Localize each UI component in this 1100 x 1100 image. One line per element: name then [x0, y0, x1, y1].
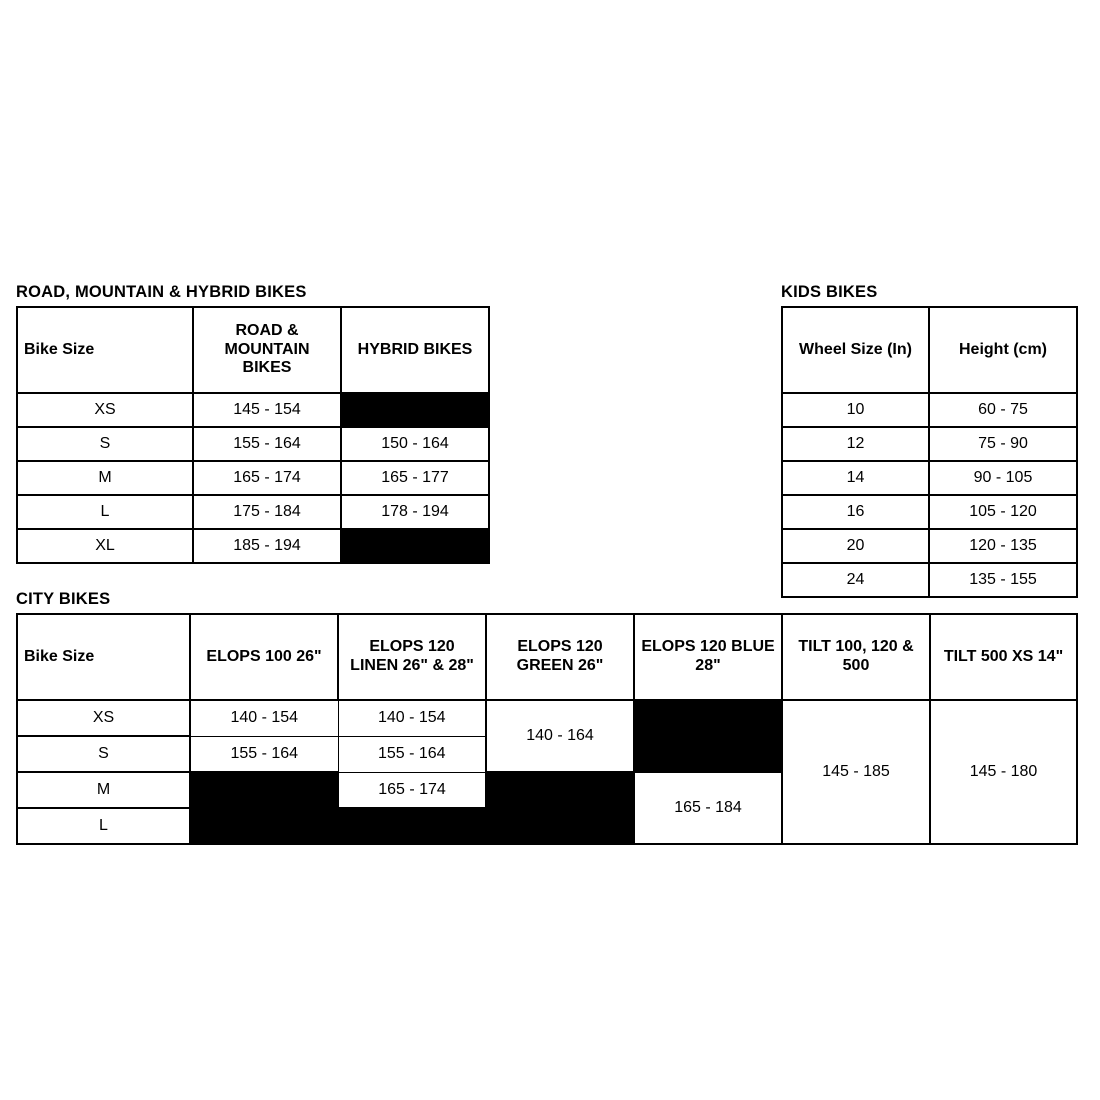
cell-height: 90 - 105: [929, 461, 1077, 495]
cell-road-mountain: 165 - 174: [193, 461, 341, 495]
column-header-hybrid: HYBRID BIKES: [341, 307, 489, 393]
cell-wheel-size: 10: [782, 393, 929, 427]
cell-elops-120-linen: 165 - 174: [338, 772, 486, 808]
cell-wheel-size: 12: [782, 427, 929, 461]
cell-height: 105 - 120: [929, 495, 1077, 529]
table-row: [17, 393, 489, 427]
cell-elops-100-26-unavailable: [190, 772, 338, 844]
cell-elops-120-blue-unavailable: [634, 700, 782, 772]
column-header-tilt-500-xs-14: TILT 500 XS 14": [930, 614, 1077, 700]
table-row: [17, 700, 1077, 736]
table-row: [17, 495, 489, 529]
column-header-elops-120-linen: ELOPS 120 LINEN 26" & 28": [338, 614, 486, 700]
cell-elops-120-linen: 155 - 164: [338, 736, 486, 772]
cell-bike-size: XS: [17, 700, 190, 736]
cell-hybrid-unavailable: [341, 393, 489, 427]
table-row: [17, 427, 489, 461]
cell-road-mountain: 145 - 154: [193, 393, 341, 427]
table-row: [782, 529, 1077, 563]
cell-tilt-100-120-500: 145 - 185: [782, 700, 930, 844]
table-row: [17, 461, 489, 495]
cell-bike-size: S: [17, 736, 190, 772]
cell-bike-size: L: [17, 808, 190, 844]
cell-road-mountain: 185 - 194: [193, 529, 341, 563]
city-bikes-section: [16, 590, 1076, 845]
cell-road-mountain: 175 - 184: [193, 495, 341, 529]
table-header-row: [782, 307, 1077, 393]
table-row: [782, 393, 1077, 427]
cell-wheel-size: 24: [782, 563, 929, 597]
road-mountain-hybrid-title: ROAD, MOUNTAIN & HYBRID BIKES: [16, 283, 307, 301]
cell-hybrid: 165 - 177: [341, 461, 489, 495]
cell-hybrid-unavailable: [341, 529, 489, 563]
cell-tilt-500-xs-14: 145 - 180: [930, 700, 1077, 844]
cell-height: 120 - 135: [929, 529, 1077, 563]
cell-elops-120-linen: 140 - 154: [338, 700, 486, 736]
cell-bike-size: M: [17, 772, 190, 808]
cell-height: 135 - 155: [929, 563, 1077, 597]
table-header-row: [17, 307, 489, 393]
road-mountain-hybrid-table: [16, 306, 490, 564]
table-row: [782, 427, 1077, 461]
cell-bike-size: XS: [17, 393, 193, 427]
column-header-wheel-size: Wheel Size (In): [782, 307, 929, 393]
cell-elops-100-26: 140 - 154: [190, 700, 338, 736]
cell-road-mountain: 155 - 164: [193, 427, 341, 461]
column-header-road-mountain: ROAD & MOUNTAIN BIKES: [193, 307, 341, 393]
city-bikes-title: CITY BIKES: [16, 590, 111, 608]
cell-elops-120-linen-unavailable: [338, 808, 486, 844]
cell-elops-100-26: 155 - 164: [190, 736, 338, 772]
cell-elops-120-blue: 165 - 184: [634, 772, 782, 844]
cell-wheel-size: 20: [782, 529, 929, 563]
cell-bike-size: M: [17, 461, 193, 495]
cell-bike-size: XL: [17, 529, 193, 563]
kids-bikes-table: [781, 306, 1078, 598]
kids-bikes-title: KIDS BIKES: [781, 283, 878, 301]
cell-bike-size: S: [17, 427, 193, 461]
column-header-bike-size: Bike Size: [17, 614, 190, 700]
cell-hybrid: 150 - 164: [341, 427, 489, 461]
column-header-elops-120-green: ELOPS 120 GREEN 26": [486, 614, 634, 700]
cell-height: 60 - 75: [929, 393, 1077, 427]
road-mountain-hybrid-section: [16, 283, 488, 564]
table-row: [17, 529, 489, 563]
table-header-row: [17, 614, 1077, 700]
cell-elops-120-green: 140 - 164: [486, 700, 634, 772]
kids-bikes-section: [781, 283, 1076, 598]
cell-height: 75 - 90: [929, 427, 1077, 461]
column-header-tilt-100-120-500: TILT 100, 120 & 500: [782, 614, 930, 700]
column-header-bike-size: Bike Size: [17, 307, 193, 393]
table-row: [782, 495, 1077, 529]
column-header-elops-100-26: ELOPS 100 26": [190, 614, 338, 700]
cell-wheel-size: 14: [782, 461, 929, 495]
table-row: [782, 461, 1077, 495]
cell-elops-120-green-unavailable: [486, 772, 634, 844]
cell-hybrid: 178 - 194: [341, 495, 489, 529]
column-header-elops-120-blue: ELOPS 120 BLUE 28": [634, 614, 782, 700]
cell-wheel-size: 16: [782, 495, 929, 529]
cell-bike-size: L: [17, 495, 193, 529]
column-header-height: Height (cm): [929, 307, 1077, 393]
city-bikes-table: [16, 613, 1078, 845]
